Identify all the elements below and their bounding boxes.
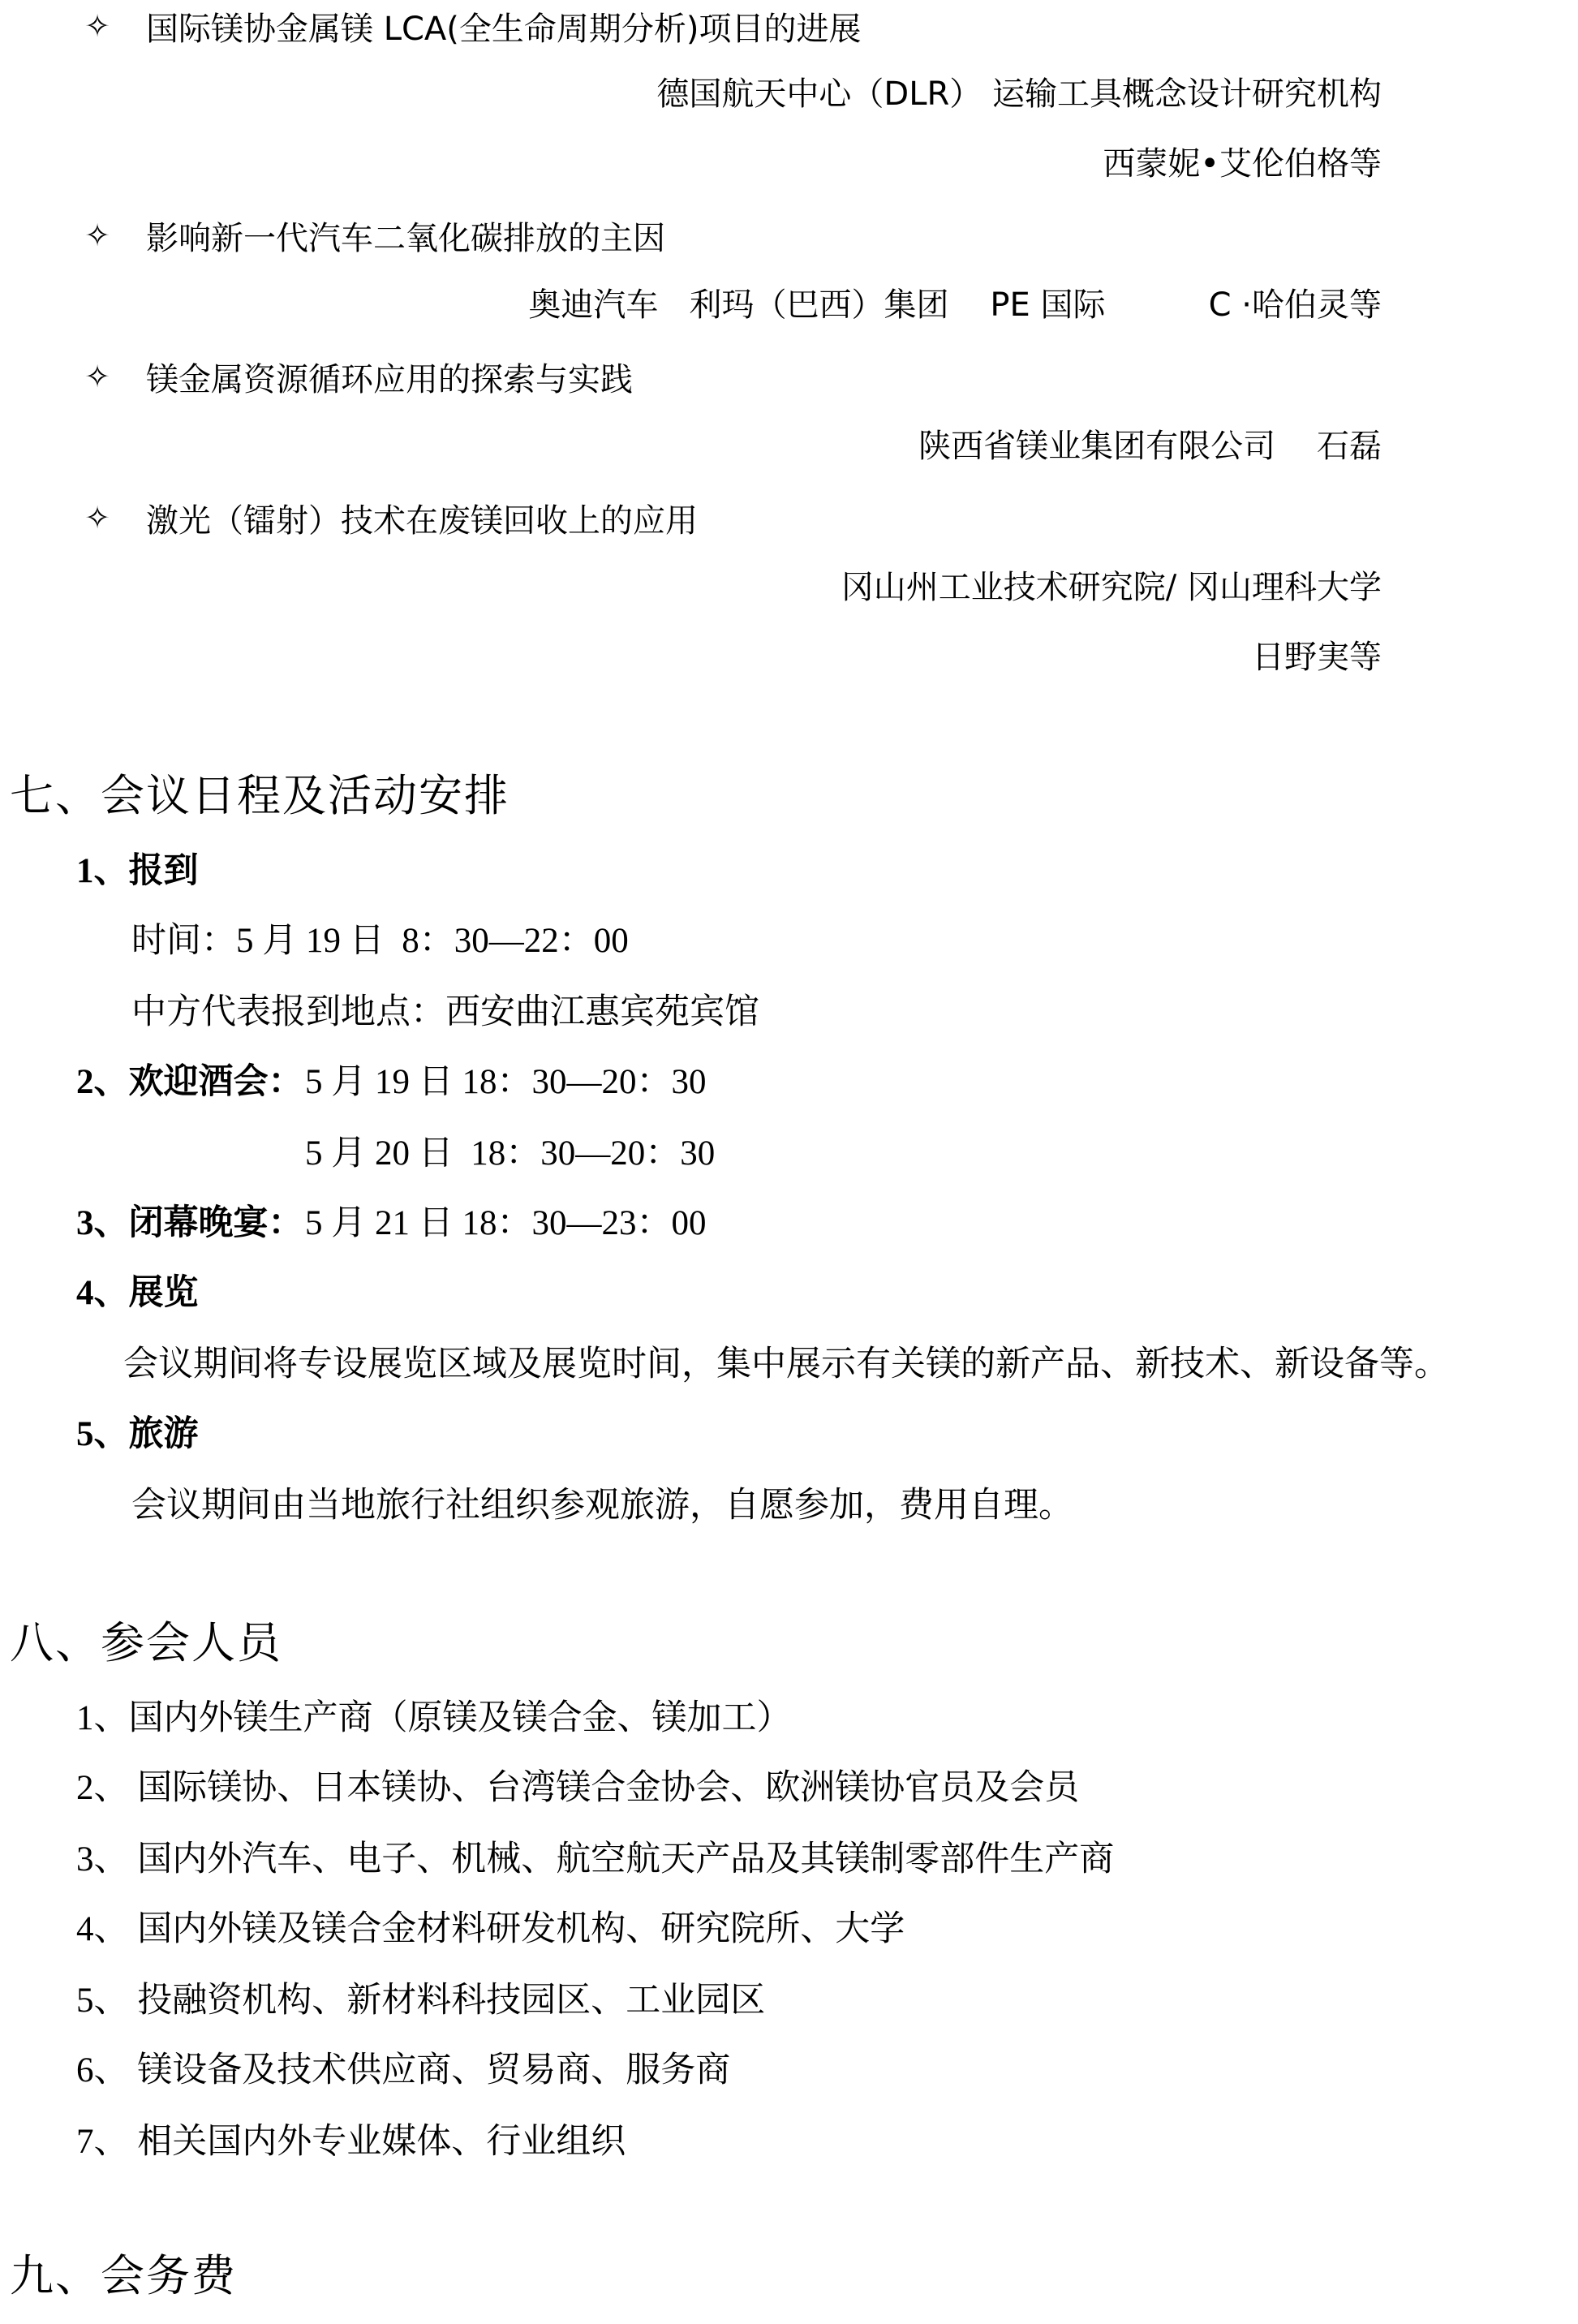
topic-speaker <box>841 563 1382 612</box>
item-text: 时间：5 月 19 日 8：30—22：00 <box>131 922 629 960</box>
item-text: 会议期间由当地旅行社组织参观旅游，自愿参加，费用自理。 <box>131 1487 1073 1525</box>
topic-title: 镁金属资源循环应用的探索与实践 <box>146 360 633 398</box>
topic-item <box>73 493 698 542</box>
item-title: 4、展览 <box>76 1274 199 1312</box>
list-item: 2、 国际镁协、日本镁协、台湾镁合金协会、欧洲镁协官员及会员 <box>76 1769 1080 1807</box>
list-item: 1、国内外镁生产商（原镁及镁合金、镁加工） <box>76 1699 792 1737</box>
item-text: 会议期间将专设展览区域及展览时间，集中展示有关镁的新产品、新技术、新设备等。 <box>123 1345 1449 1384</box>
speaker-org: 冈山理科大学 <box>1187 569 1382 606</box>
list-item: 3、 国内外汽车、电子、机械、航空航天产品及其镁制零部件生产商 <box>76 1840 1115 1879</box>
topic-speaker: 陕西省镁业集团有限公司 石磊 <box>918 428 1382 465</box>
diamond-bullet-icon: ✧ <box>84 217 110 253</box>
topic-speaker: 西蒙妮•艾伦伯格等 <box>1103 145 1382 183</box>
item-title: 5、旅游 <box>76 1415 199 1453</box>
item-title: 2、欢迎酒会： <box>76 1063 303 1101</box>
diamond-bullet-icon: ✧ <box>84 359 110 394</box>
topic-title: 激光（镭射）技术在废镁回收上的应用 <box>146 501 698 540</box>
topic-item <box>73 211 665 260</box>
topic-item <box>73 2 862 50</box>
item-text: 中方代表报到地点：西安曲江惠宾苑宾馆 <box>131 993 759 1031</box>
topic-speaker: 奥迪汽车 利玛（巴西）集团 PE 国际 C ·哈伯灵等 <box>528 286 1382 324</box>
diamond-bullet-icon: ✧ <box>84 8 110 44</box>
topic-item <box>73 352 633 401</box>
section-heading: 八、参会人员 <box>10 1617 282 1668</box>
item-title: 1、报到 <box>76 852 199 890</box>
section-heading: 九、会务费 <box>10 2250 237 2301</box>
topic-title: 国际镁协金属镁 LCA(全生命周期分析)项目的进展 <box>146 10 862 48</box>
list-item: 6、 镁设备及技术供应商、贸易商、服务商 <box>76 2051 731 2089</box>
speaker-org: 冈山州工业技术研究院/ <box>841 569 1177 606</box>
list-item: 5、 投融资机构、新材料科技园区、工业园区 <box>76 1982 766 2020</box>
section-heading: 七、会议日程及活动安排 <box>10 770 510 821</box>
item-text: 5 月 21 日 18：30—23：00 <box>305 1204 707 1242</box>
list-item: 4、 国内外镁及镁合金材料研发机构、研究院所、大学 <box>76 1910 905 1948</box>
item-title: 3、闭幕晚宴： <box>76 1204 303 1242</box>
item-text: 5 月 19 日 18：30—20：30 <box>305 1063 707 1101</box>
topic-title: 影响新一代汽车二氧化碳排放的主因 <box>146 219 665 257</box>
diamond-bullet-icon: ✧ <box>84 500 110 536</box>
topic-speaker: 日野実等 <box>1252 639 1382 676</box>
item-text: 5 月 20 日 18：30—20：30 <box>305 1134 716 1173</box>
list-item: 7、 相关国内外专业媒体、行业组织 <box>76 2123 626 2161</box>
topic-speaker: 德国航天中心（DLR） 运输工具概念设计研究机构 <box>656 75 1382 113</box>
